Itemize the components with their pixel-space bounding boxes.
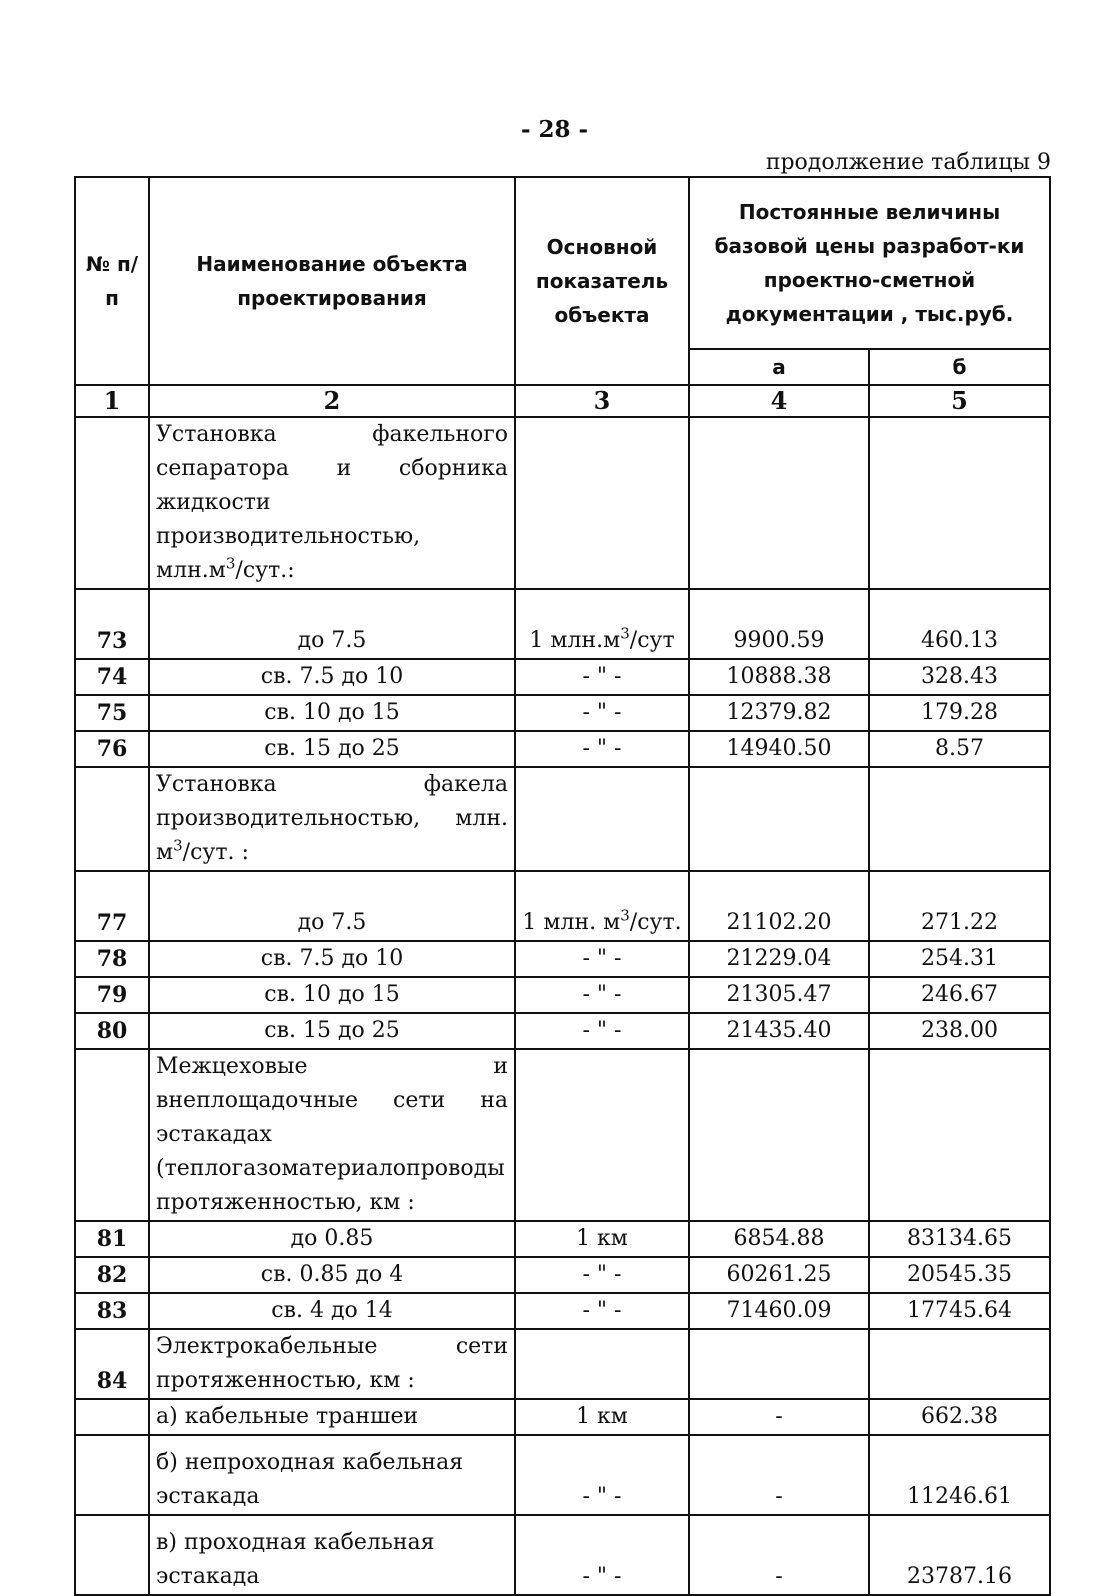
value-b: 20545.35 [869,1257,1050,1293]
value-b: 328.43 [869,659,1050,695]
value-a [689,1329,869,1399]
table-row [75,1257,1050,1293]
value-a: 14940.50 [689,731,869,767]
value-a: 6854.88 [689,1221,869,1257]
table-row [75,1013,1050,1049]
row-number: 81 [75,1221,149,1257]
table-row [75,941,1050,977]
value-a: 21229.04 [689,941,869,977]
object-name: до 7.5 [149,589,515,659]
main-indicator: - " - [515,977,689,1013]
value-b [869,1049,1050,1221]
table-continuation-label: продолжение таблицы 9 [765,150,1051,175]
row-number: 74 [75,659,149,695]
main-indicator: - " - [515,1435,689,1515]
value-a: 21435.40 [689,1013,869,1049]
value-a: 12379.82 [689,695,869,731]
header-a: а [689,349,869,385]
value-a [689,1049,869,1221]
main-indicator: - " - [515,941,689,977]
value-b: 460.13 [869,589,1050,659]
table-row [75,1293,1050,1329]
main-indicator: 1 км [515,1399,689,1435]
section-title: Установка факела производительностью, млн. $м^3$/сут. : [149,767,515,871]
column-number: 1 [75,385,149,417]
row-number: 73 [75,589,149,659]
section-title: Межцеховые и внеплощадочные сети на эстакадах (теплогазоматериалопроводы протяженностью, км : [149,1049,515,1221]
value-b: 238.00 [869,1013,1050,1049]
row-number: 80 [75,1013,149,1049]
row-number [75,1515,149,1595]
value-a: - [689,1435,869,1515]
table-row [75,731,1050,767]
main-indicator: - " - [515,731,689,767]
value-b: 23787.16 [869,1515,1050,1595]
object-name: св. 0.85 до 4 [149,1257,515,1293]
value-b: 246.67 [869,977,1050,1013]
column-number: 5 [869,385,1050,417]
table-row [75,695,1050,731]
main-indicator: - " - [515,695,689,731]
column-number: 2 [149,385,515,417]
main-indicator: 1 $млн.м^3$/сут [515,589,689,659]
value-b: 271.22 [869,871,1050,941]
object-name: св. 7.5 до 10 [149,659,515,695]
value-a: 21305.47 [689,977,869,1013]
object-name: до 0.85 [149,1221,515,1257]
main-indicator: - " - [515,1257,689,1293]
main-indicator [515,1329,689,1399]
value-a: - [689,1515,869,1595]
column-number: 4 [689,385,869,417]
section-row [75,1049,1050,1221]
main-indicator: - " - [515,1515,689,1595]
value-a [689,417,869,589]
header-number: № п/п [75,177,149,385]
main-indicator: - " - [515,1013,689,1049]
section-title: Электрокабельные сети протяженностью, км : [149,1329,515,1399]
row-number [75,767,149,871]
row-number: 75 [75,695,149,731]
row-number [75,417,149,589]
value-a: 71460.09 [689,1293,869,1329]
column-number-row [75,385,1050,417]
row-number: 83 [75,1293,149,1329]
row-number [75,1399,149,1435]
object-name: св. 15 до 25 [149,1013,515,1049]
main-indicator: 1 млн. $м^3$/сут. [515,871,689,941]
table-row [75,1435,1050,1515]
table-row [75,871,1050,941]
value-a: 9900.59 [689,589,869,659]
object-name: св. 10 до 15 [149,695,515,731]
value-a: 60261.25 [689,1257,869,1293]
section-title: Установка факельного сепаратора и сборника жидкости производительностью, $млн.м^3$/сут.: [149,417,515,589]
object-name: б) непроходная кабельная эстакада [149,1435,515,1515]
main-indicator: 1 км [515,1221,689,1257]
value-b: 17745.64 [869,1293,1050,1329]
section-row [75,1329,1050,1399]
value-b: 662.38 [869,1399,1050,1435]
object-name: в) проходная кабельная эстакада [149,1515,515,1595]
row-number: 84 [75,1329,149,1399]
main-indicator [515,417,689,589]
value-a: 21102.20 [689,871,869,941]
section-row [75,417,1050,589]
value-b: 254.31 [869,941,1050,977]
value-a: 10888.38 [689,659,869,695]
column-number: 3 [515,385,689,417]
header-b: б [869,349,1050,385]
table-row [75,1515,1050,1595]
object-name: св. 10 до 15 [149,977,515,1013]
value-a: - [689,1399,869,1435]
object-name: св. 4 до 14 [149,1293,515,1329]
header-object-name: Наименование объекта проектирования [149,177,515,385]
main-indicator: - " - [515,1293,689,1329]
price-table [74,176,1051,1596]
table-row [75,589,1050,659]
row-number: 76 [75,731,149,767]
object-name: а) кабельные траншеи [149,1399,515,1435]
value-b: 8.57 [869,731,1050,767]
value-b: 83134.65 [869,1221,1050,1257]
section-row [75,767,1050,871]
table-row [75,659,1050,695]
row-number: 77 [75,871,149,941]
row-number: 79 [75,977,149,1013]
main-indicator: - " - [515,659,689,695]
value-b [869,767,1050,871]
value-b: 179.28 [869,695,1050,731]
value-b: 11246.61 [869,1435,1050,1515]
row-number [75,1049,149,1221]
value-b [869,1329,1050,1399]
header-base-price: Постоянные величины базовой цены разработ-ки проектно-сметной документации , тыс.руб. [689,177,1050,349]
row-number: 78 [75,941,149,977]
value-b [869,417,1050,589]
main-indicator [515,767,689,871]
table-row [75,977,1050,1013]
row-number [75,1435,149,1515]
main-indicator [515,1049,689,1221]
object-name: св. 7.5 до 10 [149,941,515,977]
object-name: св. 15 до 25 [149,731,515,767]
row-number: 82 [75,1257,149,1293]
value-a [689,767,869,871]
header-main-indicator: Основной показатель объекта [515,177,689,385]
table-row [75,1221,1050,1257]
page-number: - 28 - [520,116,589,143]
table-row [75,1399,1050,1435]
object-name: до 7.5 [149,871,515,941]
